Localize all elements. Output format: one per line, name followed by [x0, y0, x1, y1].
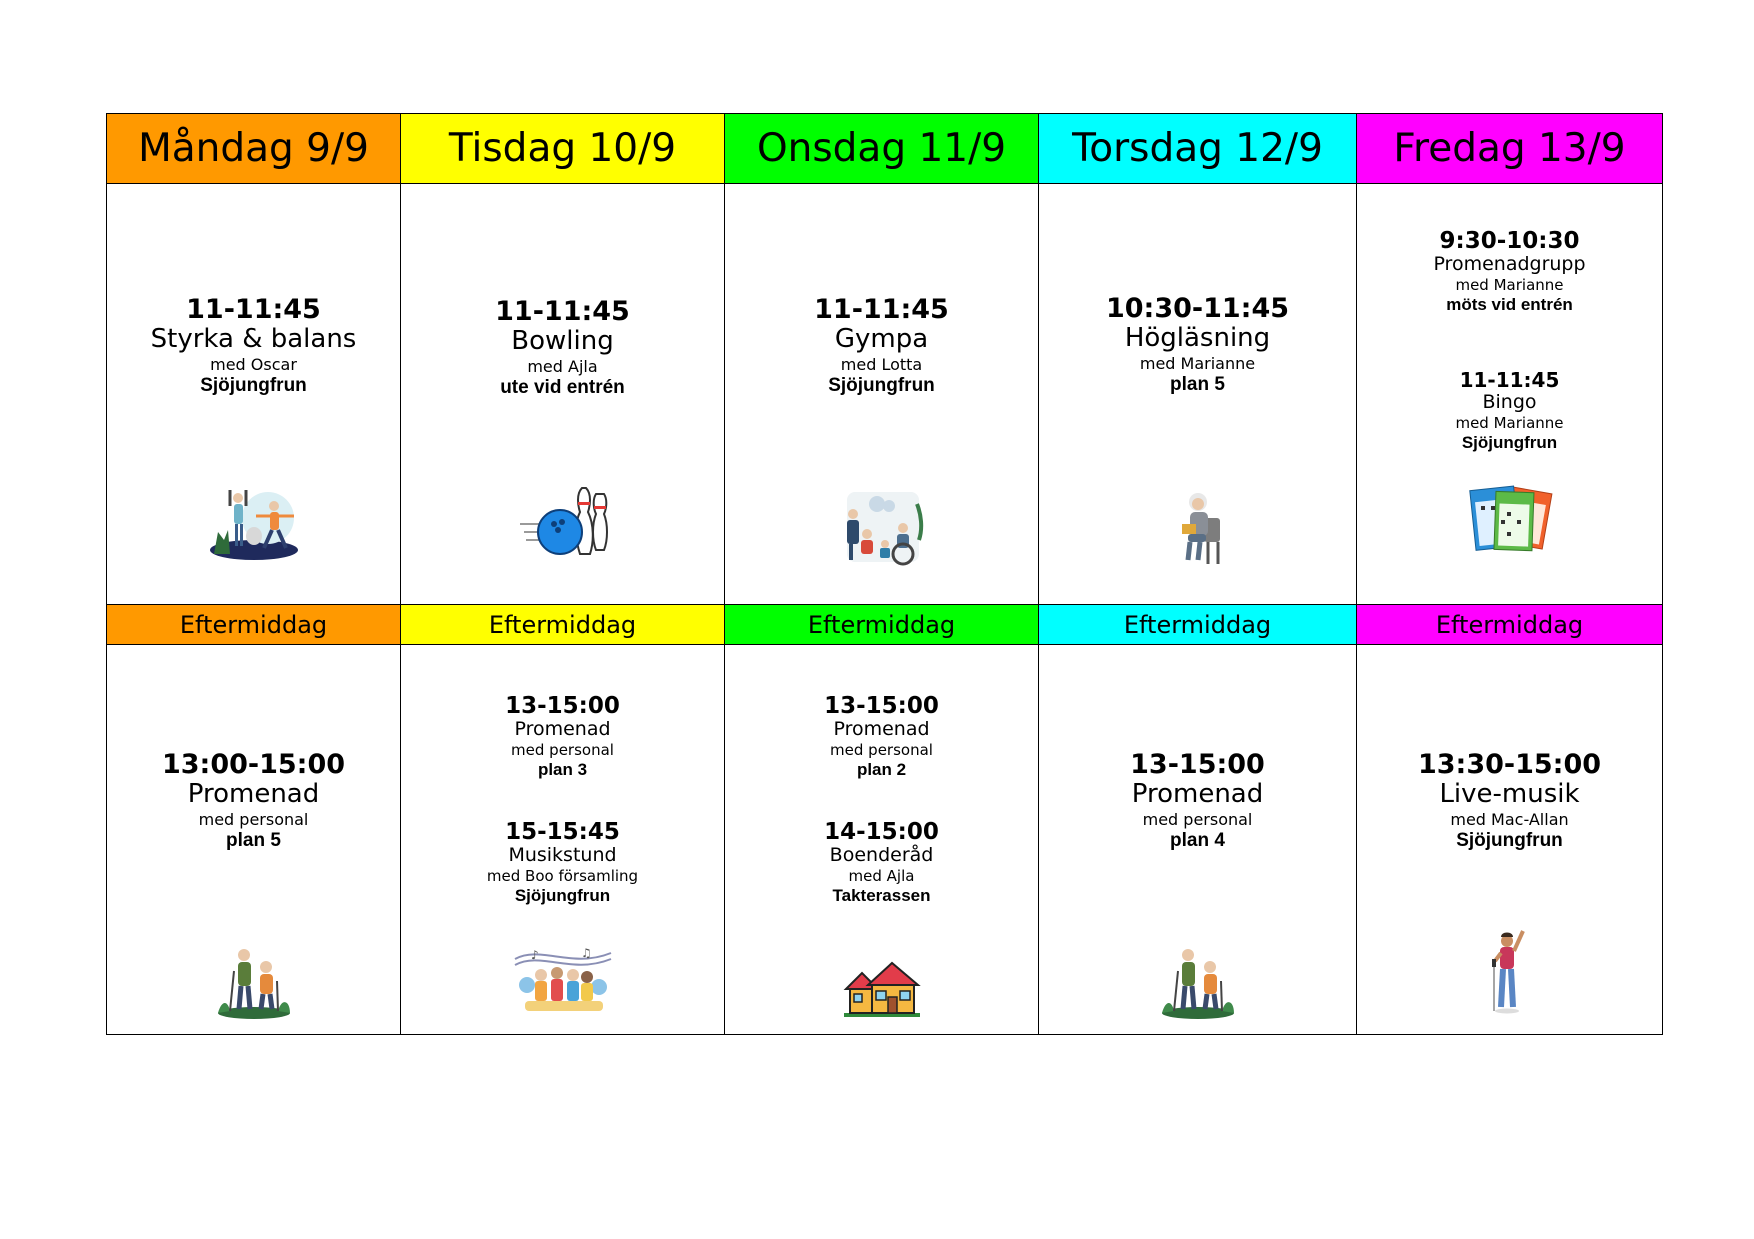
event-host: med Marianne [1455, 276, 1564, 295]
afternoon-header-wednesday: Eftermiddag [725, 605, 1039, 645]
event-time: 15-15:45 [505, 819, 620, 845]
event-location: Sjöjungfrun [1456, 830, 1563, 852]
reading-woman-icon [1168, 484, 1228, 568]
afternoon-row [107, 645, 1663, 1035]
svg-text:♪: ♪ [530, 948, 539, 962]
event [725, 819, 1038, 907]
house-icon [842, 961, 922, 1019]
event-time: 13:00-15:00 [161, 749, 346, 780]
seated-exercise-icon [837, 484, 927, 568]
afternoon-cell-monday [107, 645, 401, 1035]
event-activity: Musikstund [508, 844, 617, 867]
afternoon-cell-thursday [1039, 645, 1357, 1035]
event-host: med personal [1142, 809, 1253, 829]
day-header-wednesday: Onsdag 11/9 [725, 114, 1039, 184]
event [107, 294, 400, 398]
day-header-monday: Måndag 9/9 [107, 114, 401, 184]
event-host: med Ajla [848, 867, 915, 886]
event-activity: Gympa [834, 324, 929, 355]
event-activity: Promenad [514, 718, 611, 741]
event-host: med Lotta [840, 354, 923, 374]
event-location: möts vid entrén [1446, 295, 1573, 315]
event-time: 13-15:00 [824, 693, 939, 719]
event-time: 11-11:45 [186, 294, 321, 325]
event [1357, 228, 1662, 316]
afternoon-header-monday: Eftermiddag [107, 605, 401, 645]
event [725, 294, 1038, 398]
afternoon-cell-tuesday [401, 645, 725, 1035]
event-time: 11-11:45 [1459, 368, 1560, 392]
event-activity: Promenadgrupp [1433, 253, 1586, 276]
event [1357, 369, 1662, 453]
morning-cell-wednesday [725, 184, 1039, 605]
bingo-cards-icon [1467, 484, 1553, 556]
event-time: 13-15:00 [505, 693, 620, 719]
event-time: 11-11:45 [814, 294, 949, 325]
event-activity: Live-musik [1439, 779, 1580, 810]
event [1039, 749, 1356, 853]
event [401, 296, 724, 400]
event-time: 11-11:45 [495, 296, 630, 327]
event-host: med Mac-Allan [1450, 809, 1569, 829]
singing-group-icon [511, 945, 615, 1015]
afternoon-header-tuesday: Eftermiddag [401, 605, 725, 645]
event-activity: Bowling [511, 326, 614, 357]
event-activity: Promenad [1131, 779, 1264, 810]
event-host: med personal [511, 741, 614, 760]
event [107, 749, 400, 853]
walking-couple-icon [214, 945, 294, 1021]
singer-microphone-icon [1485, 925, 1535, 1015]
morning-cell-thursday [1039, 184, 1357, 605]
event-activity: Styrka & balans [150, 324, 357, 355]
event [725, 693, 1038, 781]
day-header-thursday: Torsdag 12/9 [1039, 114, 1357, 184]
weekly-schedule-table [106, 113, 1663, 1035]
event-location: Sjöjungfrun [828, 375, 935, 397]
event-host: med Ajla [527, 356, 598, 376]
event-activity: Promenad [833, 718, 930, 741]
event-host: med personal [198, 809, 309, 829]
event-location: plan 2 [856, 760, 907, 780]
event-time: 13-15:00 [1130, 749, 1265, 780]
bowling-icon [516, 484, 610, 560]
event-location: plan 5 [226, 830, 281, 852]
event-time: 10:30-11:45 [1105, 293, 1290, 324]
event [401, 819, 724, 907]
afternoon-cell-wednesday [725, 645, 1039, 1035]
afternoon-header-friday: Eftermiddag [1357, 605, 1663, 645]
event-time: 9:30-10:30 [1439, 228, 1580, 254]
day-header-friday: Fredag 13/9 [1357, 114, 1663, 184]
event-location: ute vid entrén [500, 377, 625, 399]
event-location: Takterassen [832, 886, 931, 906]
event-location: plan 4 [1170, 830, 1225, 852]
event-time: 13:30-15:00 [1417, 749, 1602, 780]
event-host: med personal [830, 741, 933, 760]
event-activity: Promenad [187, 779, 320, 810]
morning-cell-tuesday [401, 184, 725, 605]
event-location: plan 3 [537, 760, 588, 780]
event-location: Sjöjungfrun [1461, 432, 1558, 452]
day-header-tuesday: Tisdag 10/9 [401, 114, 725, 184]
event-location: Sjöjungfrun [200, 375, 307, 397]
event-location: plan 5 [1170, 374, 1225, 396]
afternoon-cell-friday [1357, 645, 1663, 1035]
event-host: med Boo församling [486, 867, 639, 886]
event-host: med Oscar [210, 354, 297, 374]
event-location: Sjöjungfrun [514, 886, 611, 906]
event-time: 14-15:00 [824, 819, 939, 845]
afternoon-header-thursday: Eftermiddag [1039, 605, 1357, 645]
morning-cell-monday [107, 184, 401, 605]
event-host: med Marianne [1455, 413, 1564, 432]
walking-couple-icon [1158, 945, 1238, 1021]
morning-cell-friday [1357, 184, 1663, 605]
svg-text:♫: ♫ [580, 946, 592, 960]
event-activity: Boenderåd [829, 844, 934, 867]
afternoon-header-row [107, 605, 1663, 645]
event [1357, 749, 1662, 853]
exercise-seniors-icon [208, 484, 300, 564]
event-activity: Högläsning [1124, 323, 1271, 354]
event-activity: Bingo [1482, 391, 1537, 413]
event [1039, 293, 1356, 397]
morning-row [107, 184, 1663, 605]
day-header-row [107, 114, 1663, 184]
event-host: med Marianne [1139, 353, 1256, 373]
event [401, 693, 724, 781]
